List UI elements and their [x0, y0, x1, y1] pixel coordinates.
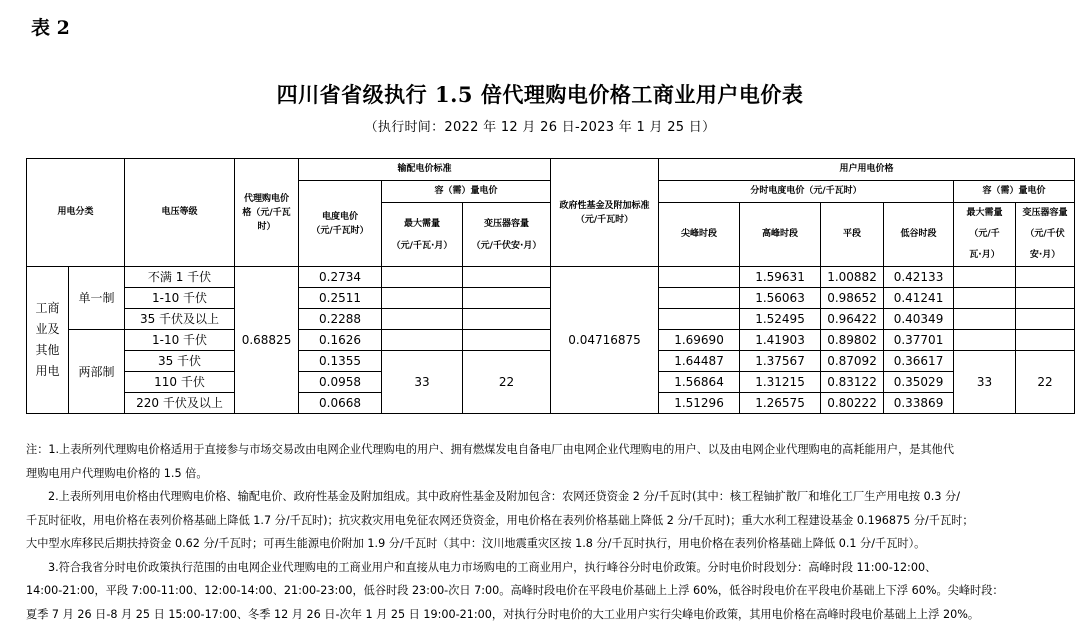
header-user-price: 用户用电价格 [659, 159, 1075, 181]
transformer-cell: 22 [463, 351, 551, 414]
user-transformer-blank [1016, 288, 1075, 309]
header-flat: 平段 [821, 203, 884, 267]
transformer-blank [463, 267, 551, 288]
header-transformer-line1: 变压器容量 [484, 218, 530, 229]
table-label: 表 2 [31, 17, 70, 39]
system-single: 单一制 [69, 267, 125, 330]
valley-cell: 0.40349 [884, 309, 954, 330]
max-demand-cell: 33 [382, 351, 463, 414]
header-capacity: 容（需）量电价 [382, 181, 551, 203]
header-user-capacity: 容（需）量电价 [954, 181, 1075, 203]
energy-price-cell: 0.2734 [299, 267, 382, 288]
note-3-line-3: 夏季 7 月 26 日-8 月 25 日 15:00-17:00、冬季 12 月 26 日-次年 1 月 25 日 19:00-21:00，对执行分时电价的大工业用户实行尖峰电价政策，其用电价格在高峰时段电价基础上上浮 20%。 [26, 607, 980, 621]
flat-cell: 1.00882 [821, 267, 884, 288]
energy-price-cell: 0.1355 [299, 351, 382, 372]
header-category: 用电分类 [27, 159, 125, 267]
header-sharp: 尖峰时段 [659, 203, 740, 267]
peak-cell: 1.56063 [740, 288, 821, 309]
energy-price-cell: 0.0958 [299, 372, 382, 393]
transformer-blank [463, 288, 551, 309]
valley-cell: 0.36617 [884, 351, 954, 372]
note-2-line-2: 千瓦时征收，用电价格在表列价格基础上降低 1.7 分/千瓦时)；抗灾救灾用电免征农网还贷资金，用电价格在表列价格基础上降低 2 分/千瓦时)；重大水利工程建设基金 0.196875 分/千瓦时； [26, 513, 974, 527]
user-max-demand-blank [954, 330, 1016, 351]
voltage-cell: 1-10 千伏 [125, 288, 235, 309]
energy-price-cell: 0.0668 [299, 393, 382, 414]
sharp-cell: 1.64487 [659, 351, 740, 372]
max-demand-blank [382, 330, 463, 351]
fund-cell: 0.04716875 [551, 267, 659, 414]
flat-cell: 0.98652 [821, 288, 884, 309]
user-max-demand-blank [954, 288, 1016, 309]
page-subtitle: （执行时间：2022 年 12 月 26 日-2023 年 1 月 25 日） [364, 120, 716, 135]
header-tou: 分时电度电价（元/千瓦时） [659, 181, 954, 203]
note-2-line-1: 2.上表所列用电价格由代理购电价格、输配电价、政府性基金及附加组成。其中政府性基金及附加包含：农网还贷资金 2 分/千瓦时(其中：核工程铀扩散厂和堆化工厂生产用电按 0.3 分/ [48, 490, 960, 503]
header-transformer [463, 203, 551, 267]
header-valley: 低谷时段 [884, 203, 954, 267]
voltage-cell: 35 千伏 [125, 351, 235, 372]
valley-cell: 0.41241 [884, 288, 954, 309]
header-user-max-line1: 最大需量 [966, 208, 1003, 218]
header-max-demand-line1: 最大需量 [404, 218, 441, 229]
voltage-cell: 110 千伏 [125, 372, 235, 393]
header-user-transformer [1016, 203, 1075, 267]
user-max-demand-blank [954, 309, 1016, 330]
sharp-cell: 1.51296 [659, 393, 740, 414]
header-fund [551, 159, 659, 267]
sharp-cell: 1.56864 [659, 372, 740, 393]
voltage-cell: 1-10 千伏 [125, 330, 235, 351]
flat-cell: 0.80222 [821, 393, 884, 414]
header-fund-line2: （元/千瓦时） [575, 214, 634, 225]
transformer-blank [463, 309, 551, 330]
header-agency-line2: 格（元/千瓦 [242, 207, 291, 218]
header-agency-price [235, 159, 299, 267]
flat-cell: 0.83122 [821, 372, 884, 393]
agency-price-cell: 0.68825 [235, 267, 299, 414]
peak-cell: 1.31215 [740, 372, 821, 393]
flat-cell: 0.87092 [821, 351, 884, 372]
header-user-tr-line1: 变压器容量 [1022, 208, 1068, 218]
note-2-line-3: 大中型水库移民后期扶持资金 0.62 分/千瓦时；可再生能源电价附加 1.9 分/千瓦时（其中：汶川地震重灾区按 1.8 分/千瓦时执行，用电价格在表列价格基础上降低 0.1 分/千瓦时）。 [26, 537, 926, 550]
price-table [26, 158, 1075, 414]
user-transformer-blank [1016, 330, 1075, 351]
page-title: 四川省省级执行 1.5 倍代理购电价格工商业用户电价表 [276, 82, 804, 107]
note-1-line-2: 理购电用户代理购电价格的 1.5 倍。 [26, 466, 208, 480]
transformer-blank [463, 330, 551, 351]
max-demand-blank [382, 288, 463, 309]
peak-cell: 1.26575 [740, 393, 821, 414]
header-energy-line2: （元/千瓦时） [311, 225, 369, 236]
category-cell: 工商业及其他用电 [27, 267, 69, 414]
sharp-cell [659, 309, 740, 330]
energy-price-cell: 0.2511 [299, 288, 382, 309]
valley-cell: 0.37701 [884, 330, 954, 351]
header-fund-line1: 政府性基金及附加标准 [559, 200, 650, 211]
header-max-demand [382, 203, 463, 267]
system-dual: 两部制 [69, 330, 125, 414]
sharp-cell [659, 267, 740, 288]
voltage-cell: 220 千伏及以上 [125, 393, 235, 414]
max-demand-blank [382, 309, 463, 330]
valley-cell: 0.42133 [884, 267, 954, 288]
header-peak: 高峰时段 [740, 203, 821, 267]
sharp-cell [659, 288, 740, 309]
header-agency-line1: 代理购电价 [244, 193, 290, 204]
user-max-demand-blank [954, 267, 1016, 288]
header-user-tr-line2: （元/千伏 [1025, 229, 1065, 239]
note-3-line-1: 3.符合我省分时电价政策执行范围的由电网企业代理购电的工商业用户和直接从电力市场购电的工商业用户，执行峰谷分时电价政策。分时电价时段划分：高峰时段 11:00-12:00、 [48, 560, 937, 574]
valley-cell: 0.33869 [884, 393, 954, 414]
note-1-line-1: 注：1.上表所列代理购电价格适用于直接参与市场交易改由电网企业代理购电的用户、拥有燃煤发电自备电厂由电网企业代理购电的用户、以及由电网企业代理购电的高耗能用户，是其他代 [26, 443, 955, 456]
voltage-cell: 不满 1 千伏 [125, 267, 235, 288]
peak-cell: 1.59631 [740, 267, 821, 288]
peak-cell: 1.37567 [740, 351, 821, 372]
valley-cell: 0.35029 [884, 372, 954, 393]
header-user-tr-line3: 安·月） [1029, 250, 1061, 260]
header-voltage: 电压等级 [125, 159, 235, 267]
user-max-demand-cell: 33 [954, 351, 1016, 414]
user-transformer-cell: 22 [1016, 351, 1075, 414]
user-transformer-blank [1016, 309, 1075, 330]
header-transmission: 输配电价标准 [299, 159, 551, 181]
header-user-max-line2: （元/千 [969, 229, 1000, 239]
flat-cell: 0.89802 [821, 330, 884, 351]
energy-price-cell: 0.2288 [299, 309, 382, 330]
note-3-line-2: 14:00-21:00，平段 7:00-11:00、12:00-14:00、21:00-23:00，低谷时段 23:00-次日 7:00。高峰时段电价在平段电价基础上上浮 60%，低谷时段电价在平段电价基础上下浮 60%。尖峰时段： [26, 584, 1004, 597]
peak-cell: 1.41903 [740, 330, 821, 351]
voltage-cell: 35 千伏及以上 [125, 309, 235, 330]
header-max-demand-line2: （元/千瓦·月） [391, 240, 453, 251]
header-energy-line1: 电度电价 [322, 211, 359, 222]
max-demand-blank [382, 267, 463, 288]
energy-price-cell: 0.1626 [299, 330, 382, 351]
user-transformer-blank [1016, 267, 1075, 288]
sharp-cell: 1.69690 [659, 330, 740, 351]
table-row [27, 267, 1075, 288]
header-user-max-line3: 瓦·月） [969, 250, 1000, 260]
header-agency-line3: 时） [257, 221, 276, 232]
header-energy-price [299, 181, 382, 267]
notes-section [26, 438, 1078, 626]
peak-cell: 1.52495 [740, 309, 821, 330]
flat-cell: 0.96422 [821, 309, 884, 330]
header-transformer-line2: （元/千伏安·月） [471, 240, 542, 251]
header-user-max-demand [954, 203, 1016, 267]
